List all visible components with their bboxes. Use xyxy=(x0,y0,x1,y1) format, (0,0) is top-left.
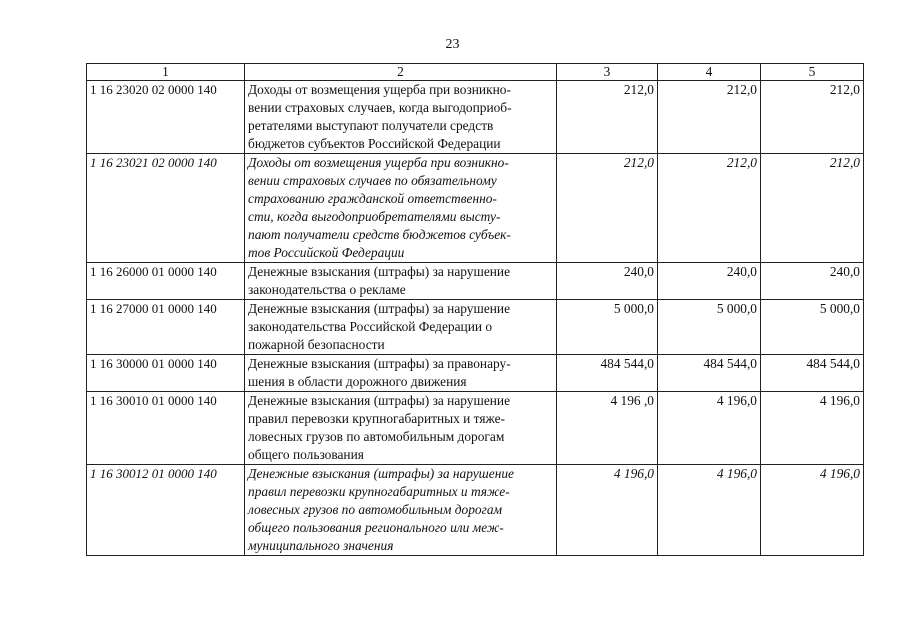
amount-cell-v3: 5 000,0 xyxy=(557,300,658,355)
table-body xyxy=(87,81,864,556)
amount-cell-v4: 5 000,0 xyxy=(658,300,761,355)
table-row xyxy=(87,465,864,556)
page-number: 23 xyxy=(445,37,460,52)
table-row xyxy=(87,154,864,263)
description-line: Доходы от возмещения ущерба при возникно- xyxy=(248,155,509,170)
description-line: законодательства Российской Федерации о xyxy=(248,319,493,334)
amount-cell-v3: 484 544,0 xyxy=(557,355,658,392)
description-line: страхованию гражданской ответственно- xyxy=(248,191,497,206)
budget-code-cell: 1 16 26000 01 0000 140 xyxy=(87,263,245,300)
budget-code-cell: 1 16 30010 01 0000 140 xyxy=(87,392,245,465)
amount-cell-v4: 212,0 xyxy=(658,81,761,154)
header-cell: 1 xyxy=(87,64,245,81)
description-line: законодательства о рекламе xyxy=(248,282,406,297)
description-line: общего пользования xyxy=(248,447,364,462)
budget-code-cell: 1 16 30012 01 0000 140 xyxy=(87,465,245,556)
amount-cell-v5: 484 544,0 xyxy=(761,355,864,392)
amount-cell-v4: 240,0 xyxy=(658,263,761,300)
amount-cell-v4: 212,0 xyxy=(658,154,761,263)
description-line: правил перевозки крупногабаритных и тяже- xyxy=(248,484,510,499)
budget-code-cell: 1 16 30000 01 0000 140 xyxy=(87,355,245,392)
budget-table xyxy=(86,63,864,556)
table-row xyxy=(87,355,864,392)
amount-cell-v5: 4 196,0 xyxy=(761,392,864,465)
description-cell xyxy=(245,154,557,263)
table-row xyxy=(87,392,864,465)
description-line: сти, когда выгодоприобретателями высту- xyxy=(248,209,501,224)
table-row xyxy=(87,263,864,300)
amount-cell-v3: 212,0 xyxy=(557,81,658,154)
description-line: общего пользования регионального или меж- xyxy=(248,520,504,535)
description-line: правил перевозки крупногабаритных и тяже- xyxy=(248,411,505,426)
description-line: Денежные взыскания (штрафы) за нарушение xyxy=(248,301,511,316)
table-row xyxy=(87,300,864,355)
description-line: муниципального значения xyxy=(248,538,394,553)
amount-cell-v4: 4 196,0 xyxy=(658,465,761,556)
description-line: Денежные взыскания (штрафы) за правонару- xyxy=(248,356,511,371)
amount-cell-v4: 4 196,0 xyxy=(658,392,761,465)
budget-code-cell: 1 16 23020 02 0000 140 xyxy=(87,81,245,154)
amount-cell-v3: 4 196,0 xyxy=(557,465,658,556)
amount-cell-v5: 4 196,0 xyxy=(761,465,864,556)
amount-cell-v3: 4 196 ,0 xyxy=(557,392,658,465)
header-cell: 5 xyxy=(761,64,864,81)
description-line: вении страховых случаев по обязательному xyxy=(248,173,497,188)
description-cell xyxy=(245,263,557,300)
description-line: ретателями выступают получатели средств xyxy=(248,118,494,133)
description-cell xyxy=(245,465,557,556)
amount-cell-v5: 5 000,0 xyxy=(761,300,864,355)
budget-code-cell: 1 16 27000 01 0000 140 xyxy=(87,300,245,355)
description-cell xyxy=(245,355,557,392)
description-cell xyxy=(245,392,557,465)
amount-cell-v4: 484 544,0 xyxy=(658,355,761,392)
description-line: Денежные взыскания (штрафы) за нарушение xyxy=(248,264,511,279)
description-line: Денежные взыскания (штрафы) за нарушение xyxy=(248,466,514,481)
table-row xyxy=(87,81,864,154)
description-line: пают получатели средств бюджетов субъек- xyxy=(248,227,511,242)
description-line: пожарной безопасности xyxy=(248,337,385,352)
amount-cell-v5: 240,0 xyxy=(761,263,864,300)
description-line: Денежные взыскания (штрафы) за нарушение xyxy=(248,393,511,408)
description-line: бюджетов субъектов Российской Федерации xyxy=(248,136,501,151)
description-line: тов Российской Федерации xyxy=(248,245,405,260)
description-cell xyxy=(245,300,557,355)
description-line: шения в области дорожного движения xyxy=(248,374,467,389)
amount-cell-v5: 212,0 xyxy=(761,154,864,263)
amount-cell-v5: 212,0 xyxy=(761,81,864,154)
description-cell xyxy=(245,81,557,154)
header-cell: 4 xyxy=(658,64,761,81)
header-cell: 3 xyxy=(557,64,658,81)
description-line: ловесных грузов по автомобильным дорогам xyxy=(248,429,505,444)
budget-code-cell: 1 16 23021 02 0000 140 xyxy=(87,154,245,263)
amount-cell-v3: 240,0 xyxy=(557,263,658,300)
amount-cell-v3: 212,0 xyxy=(557,154,658,263)
description-line: ловесных грузов по автомобильным дорогам xyxy=(248,502,503,517)
header-row xyxy=(87,64,864,81)
description-line: вении страховых случаев, когда выгодоприоб- xyxy=(248,100,512,115)
header-cell: 2 xyxy=(245,64,557,81)
description-line: Доходы от возмещения ущерба при возникно- xyxy=(248,82,511,97)
